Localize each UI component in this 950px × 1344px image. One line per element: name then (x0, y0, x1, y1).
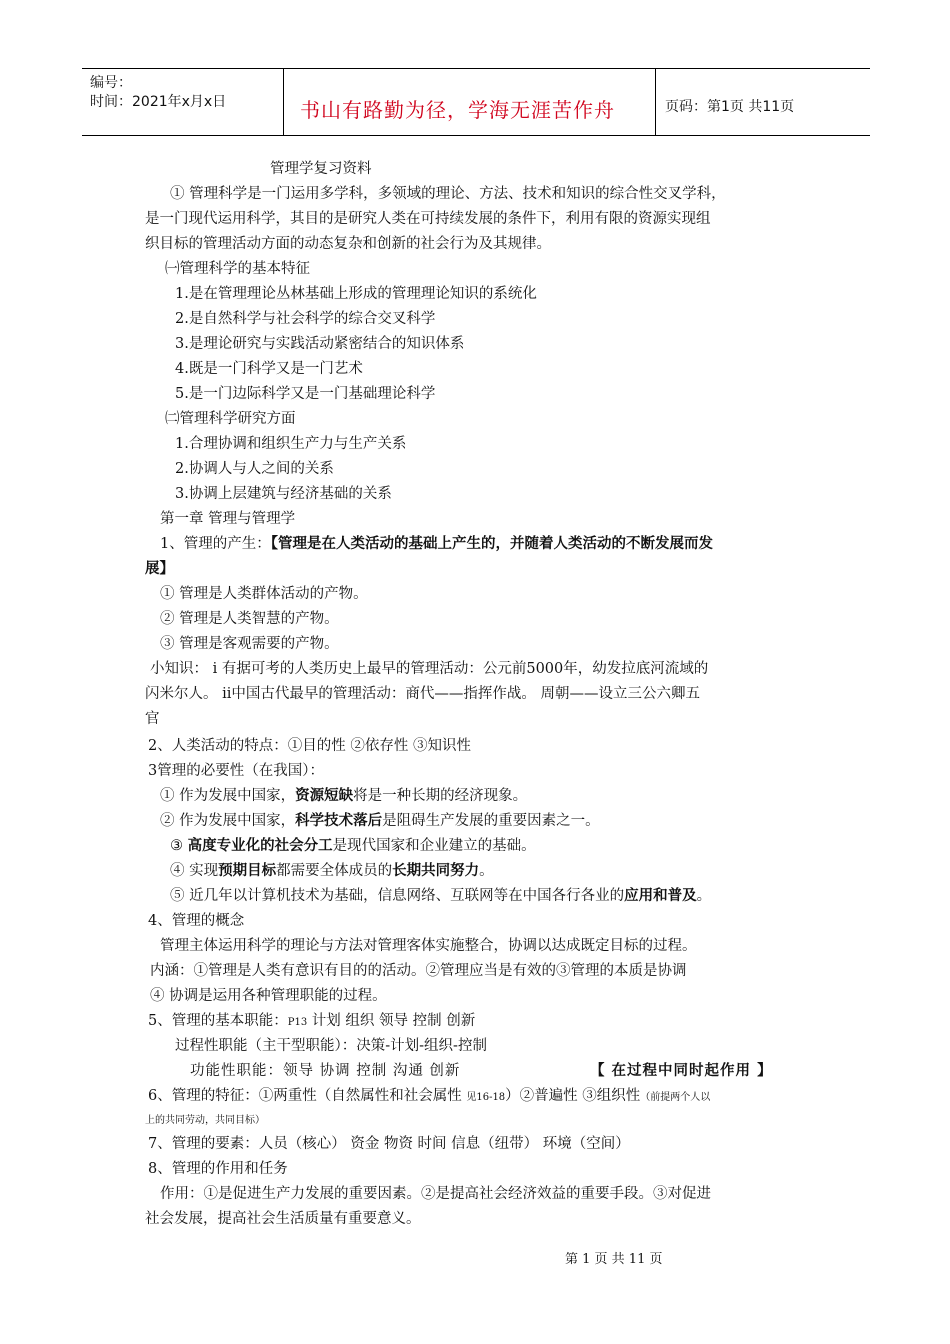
emphasis: 展】 (145, 560, 174, 577)
serial-label: 编号： (90, 75, 132, 91)
section-line: 3管理的必要性（在我国）： (148, 763, 324, 779)
section-line (145, 560, 174, 578)
list-item: 1.是在管理理论丛林基础上形成的管理理论知识的系统化 (175, 286, 537, 302)
definition-line: 内涵：①管理是人类有意识有目的的活动。②管理应当是有效的③管理的本质是协调 (150, 963, 687, 979)
date-text: 时间：2021年x月x日 (90, 94, 227, 110)
section-label: 1、管理的产生： (160, 536, 271, 552)
intro-line: 是一门现代运用科学，其目的是研究人类在可持续发展的条件下，利用有限的资源实现组 (145, 211, 711, 227)
footer-page-number: 第 1 页 共 11 页 (565, 1252, 663, 1267)
definition-line: 管理主体运用科学的理论与方法对管理客体实施整合，协调以达成既定目标的过程。 (160, 938, 697, 954)
section-heading: ㈡管理科学研究方面 (165, 411, 296, 427)
definition-line: 社会发展，提高社会生活质量有重要意义。 (145, 1211, 421, 1227)
emphasis: 应用和普及 (624, 887, 697, 904)
page-ref: P13 (287, 1017, 308, 1028)
chapter-heading: 第一章 管理与管理学 (160, 511, 296, 527)
definition-line: 功能性职能：领导 协调 控制 沟通 创新 (190, 1063, 461, 1079)
list-item: ④ 实现预期目标都需要全体成员的长期共同努力。 (170, 862, 494, 879)
section-line: 上的共同劳动，共同目标） (145, 1115, 265, 1126)
header-bottom-rule (82, 135, 870, 136)
header-divider-left (283, 68, 284, 136)
list-item: ② 管理是人类智慧的产物。 (160, 611, 339, 627)
motto: 书山有路勤为径，学海无涯苦作舟 (300, 98, 615, 122)
list-item: 3.协调上层建筑与经济基础的关系 (175, 486, 392, 502)
section-line: 2、人类活动的特点：①目的性 ②依存性 ③知识性 (148, 738, 471, 754)
header-divider-right (655, 68, 656, 136)
section-line: 7、管理的要素：人员（核心） 资金 物资 时间 信息（纽带） 环境（空间） (148, 1136, 630, 1152)
header-top-rule (82, 68, 870, 69)
page-ref: 见16-18 (466, 1092, 506, 1103)
list-item: ⑤ 近几年以计算机技术为基础，信息网络、互联网等在中国各行各业的应用和普及。 (170, 887, 712, 904)
list-item: 2.是自然科学与社会科学的综合交叉科学 (175, 311, 436, 327)
list-item: 3.是理论研究与实践活动紧密结合的知识体系 (175, 336, 465, 352)
emphasis: 【管理是在人类活动的基础上产生的，并随着人类活动的不断发展而发 (270, 535, 713, 552)
header-page-number: 页码：第1页 共11页 (665, 99, 795, 115)
emphasis: 高度专业化的社会分工 (187, 837, 333, 854)
tip-line: 官 (145, 711, 160, 727)
intro-line: 织目标的管理活动方面的动态复杂和创新的社会行为及其规律。 (145, 236, 551, 252)
tip-line: 小知识： i 有据可考的人类历史上最早的管理活动：公元前5000年，幼发拉底河流域的 (150, 661, 709, 677)
section-heading: ㈠管理科学的基本特征 (165, 261, 310, 277)
list-item: 1.合理协调和组织生产力与生产关系 (175, 436, 407, 452)
section-line (160, 535, 713, 553)
bracket-note: 【 在过程中同时起作用 】 (590, 1062, 773, 1079)
list-item: 2.协调人与人之间的关系 (175, 461, 334, 477)
emphasis: 资源短缺 (295, 787, 354, 804)
section-line: 8、管理的作用和任务 (148, 1161, 288, 1177)
list-item: 4.既是一门科学又是一门艺术 (175, 361, 363, 377)
intro-line: ① 管理科学是一门运用多学科，多领域的理论、方法、技术和知识的综合性交叉学科， (170, 186, 726, 202)
doc-title: 管理学复习资料 (270, 161, 372, 177)
section-line: 5、管理的基本职能：P13 计划 组织 领导 控制 创新 (148, 1013, 476, 1029)
list-item: 5.是一门边际科学又是一门基础理论科学 (175, 386, 436, 402)
tip-line: 闪米尔人。 ii中国古代最早的管理活动：商代——指挥作战。 周朝——设立三公六卿五 (145, 686, 700, 702)
emphasis: 预期目标 (218, 862, 277, 879)
list-item: ③ 管理是客观需要的产物。 (160, 636, 339, 652)
emphasis: 长期共同努力 (392, 862, 480, 879)
emphasis: 科学技术落后 (295, 812, 383, 829)
section-line: 6、管理的特征：①两重性（自然属性和社会属性 见16-18）②普遍性 ③组织性（前提两个人以 (148, 1088, 711, 1104)
definition-line: ④ 协调是运用各种管理职能的过程。 (150, 988, 387, 1004)
section-line: 4、管理的概念 (148, 913, 245, 929)
list-item: ① 作为发展中国家，资源短缺将是一种长期的经济现象。 (160, 787, 528, 804)
list-item: ③ 高度专业化的社会分工是现代国家和企业建立的基础。 (170, 837, 536, 854)
list-item: ① 管理是人类群体活动的产物。 (160, 586, 368, 602)
definition-line: 过程性职能（主干型职能）：决策-计划-组织-控制 (175, 1038, 487, 1054)
definition-line: 作用：①是促进生产力发展的重要因素。②是提高社会经济效益的重要手段。③对促进 (160, 1186, 711, 1202)
list-item: ② 作为发展中国家，科学技术落后是阻碍生产发展的重要因素之一。 (160, 812, 600, 829)
